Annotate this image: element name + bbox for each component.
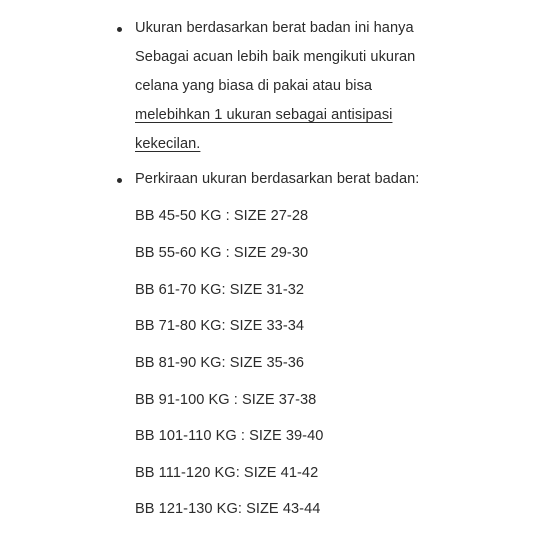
size-list-item: BB 81-90 KG: SIZE 35-36 [135,355,305,371]
size-list-item: BB 61-70 KG: SIZE 31-32 [135,282,305,298]
size-list-item: BB 45-50 KG : SIZE 27-28 [135,208,309,224]
size-list-item: BB 101-110 KG : SIZE 39-40 [135,428,324,444]
size-list-item: BB 111-120 KG: SIZE 41-42 [135,465,319,481]
size-list-item: BB 121-130 KG: SIZE 43-44 [135,501,321,517]
size-list-item: BB 91-100 KG : SIZE 37-38 [135,392,317,408]
size-list-item: BB 55-60 KG : SIZE 29-30 [135,245,309,261]
note-2-line-1: Perkiraan ukuran berdasarkan berat badan: [135,171,420,187]
note-1-line-1: Ukuran berdasarkan berat badan ini hanya [135,20,414,36]
size-list-item: BB 71-80 KG: SIZE 33-34 [135,318,305,334]
bullet-point-icon [117,178,122,183]
note-1-line-5: kekecilan. [135,136,201,152]
note-1-line-3: celana yang biasa di pakai atau bisa [135,78,373,94]
bullet-point-icon [117,27,122,32]
note-1-line-4: melebihkan 1 ukuran sebagai antisipasi [135,107,393,123]
note-1-line-2: Sebagai acuan lebih baik mengikuti ukuran [135,49,416,65]
